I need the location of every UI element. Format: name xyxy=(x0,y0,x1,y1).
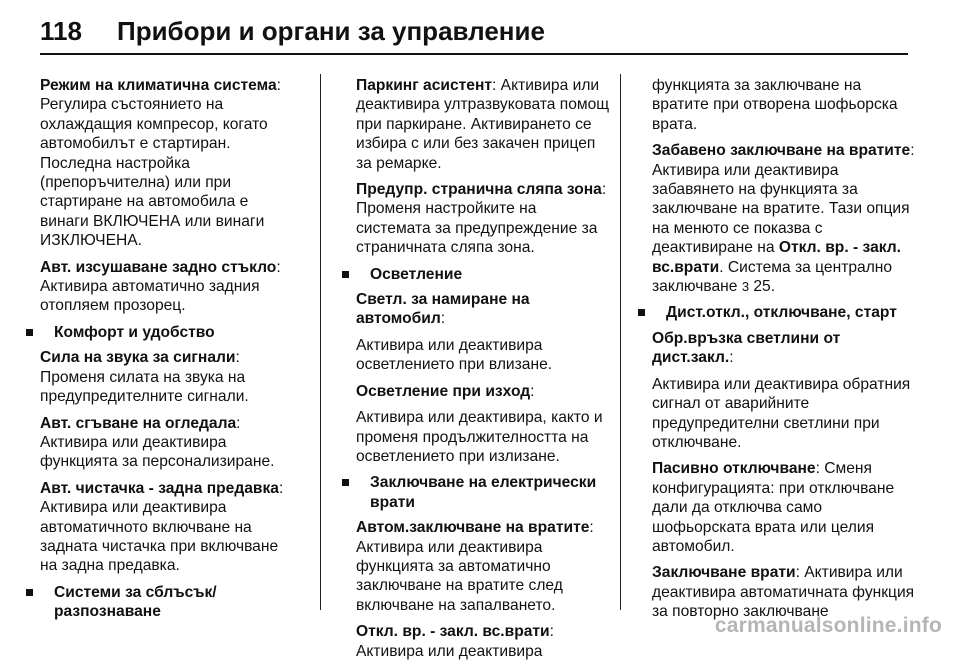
setting-entry xyxy=(40,414,297,472)
section-heading: Осветление xyxy=(356,265,613,284)
setting-name: Пасивно отключване xyxy=(652,460,816,478)
setting-description: Активира или деактивира, както и променя продължителността на осветлението при излизане. xyxy=(356,409,603,465)
setting-description: Активира или деактивира осветлението при влизане. xyxy=(356,336,553,374)
setting-entry xyxy=(356,76,613,173)
header-rule xyxy=(40,53,908,55)
setting-name: Предупр. странична сляпа зона xyxy=(356,181,602,199)
setting-entry xyxy=(40,258,297,316)
setting-description: : Активира или деактивира автоматичната функция за повторно заключване xyxy=(652,564,915,621)
setting-entry xyxy=(652,459,920,556)
setting-name: Авт. изсушаване задно стъкло xyxy=(40,258,277,276)
setting-description: : Променя силата на звука на предупредителните сигнали. xyxy=(40,349,249,406)
page-number: 118 xyxy=(40,16,82,46)
page-reference[interactable]: 25. xyxy=(749,278,776,296)
setting-name: Авт. сгъване на огледала xyxy=(40,414,237,432)
setting-description: . Система за централно заключване xyxy=(652,258,893,296)
setting-entry xyxy=(40,348,297,406)
setting-name: Обр.връзка светлини от дист.закл. xyxy=(652,329,841,367)
setting-description: : Сменя конфигурацията: при отключване дали да отключва само шофьорската врата или целия автомобил. xyxy=(652,460,895,555)
column-1 xyxy=(40,76,297,628)
setting-name: Забавено заключване на вратите xyxy=(652,142,911,160)
column-divider xyxy=(320,74,321,610)
column-divider xyxy=(620,74,621,610)
setting-name: Паркинг асистент xyxy=(356,77,493,94)
setting-description: : Активира или деактивира функцията за персонализиране. xyxy=(40,414,275,471)
setting-description: : Активира или деактивира функцията за автоматично заключване на вратите след включване на запалването. xyxy=(356,519,594,614)
page-ref-arrow-icon: 3 xyxy=(741,279,750,295)
setting-entry xyxy=(652,563,920,621)
setting-name: Светл. за намиране на автомобил xyxy=(356,291,530,328)
section-heading: Комфорт и удобство xyxy=(40,323,297,342)
setting-description: : Променя настройките на системата за предупреждение за страничната сляпа зона. xyxy=(356,181,607,257)
setting-description: : Активира автоматично задния отопляем прозорец. xyxy=(40,258,281,315)
setting-name: Откл. вр. - закл. вс.врати xyxy=(356,623,550,641)
setting-name: Сила на звука за сигнали xyxy=(40,349,236,367)
setting-description: : Регулира състоянието на охлаждащия компресор, когато автомобилът е стартиран. Последна настройка (препоръчителна) или при стартиране на автомобила е винаги ВКЛЮЧЕНА или винаги ИЗКЛЮЧЕНА. xyxy=(40,77,281,250)
setting-entry xyxy=(652,329,920,368)
setting-entry xyxy=(40,76,297,251)
section-heading: Системи за сблъсък/ разпознаване xyxy=(40,583,297,622)
setting-name: Автом.заключване на вратите xyxy=(356,519,590,537)
setting-entry xyxy=(356,290,613,329)
setting-description: : xyxy=(729,349,734,367)
page-title: Прибори и органи за управление xyxy=(117,16,545,46)
setting-entry xyxy=(356,382,613,401)
setting-entry xyxy=(40,479,297,576)
setting-description: : Активира или деактивира забавянето на функцията за заключване на вратите. Тази опция на менюто се показва с деактивиране на xyxy=(652,142,915,257)
setting-description: Активира или деактивира обратния сигнал от аварийните предупредителни светлини при отключване. xyxy=(652,375,911,451)
setting-name: Режим на климатична система xyxy=(40,77,277,94)
setting-name: Откл. вр. - закл. вс.врати xyxy=(652,239,901,276)
setting-entry xyxy=(652,141,920,296)
setting-name: Заключване врати xyxy=(652,564,796,582)
setting-description: : xyxy=(440,310,446,328)
setting-name: Авт. чистачка - задна предавка xyxy=(40,479,279,497)
section-heading: Заключване на електрически врати xyxy=(356,473,613,512)
column-2 xyxy=(356,76,613,668)
setting-description: : Активира или деактивира ултразвуковата помощ при паркиране. Активирането се избира с или без закачен прицеп за ремарке. xyxy=(356,77,610,172)
setting-name: Осветление при изход xyxy=(356,382,531,400)
column-3 xyxy=(652,76,920,629)
setting-description: : Активира или деактивира автоматичното включване на задната чистачка при включване на задна предавка. xyxy=(40,479,284,575)
setting-description: : Активира или деактивира xyxy=(356,623,554,660)
section-heading: Дист.откл., отключване, старт xyxy=(652,303,920,322)
setting-description: : xyxy=(530,382,535,400)
setting-entry xyxy=(356,518,613,615)
setting-entry xyxy=(356,180,613,258)
page-header xyxy=(40,12,920,46)
watermark: carmanualsonline.info xyxy=(714,614,942,637)
setting-description: функцията за заключване на вратите при отворена шофьорска врата. xyxy=(652,77,898,133)
